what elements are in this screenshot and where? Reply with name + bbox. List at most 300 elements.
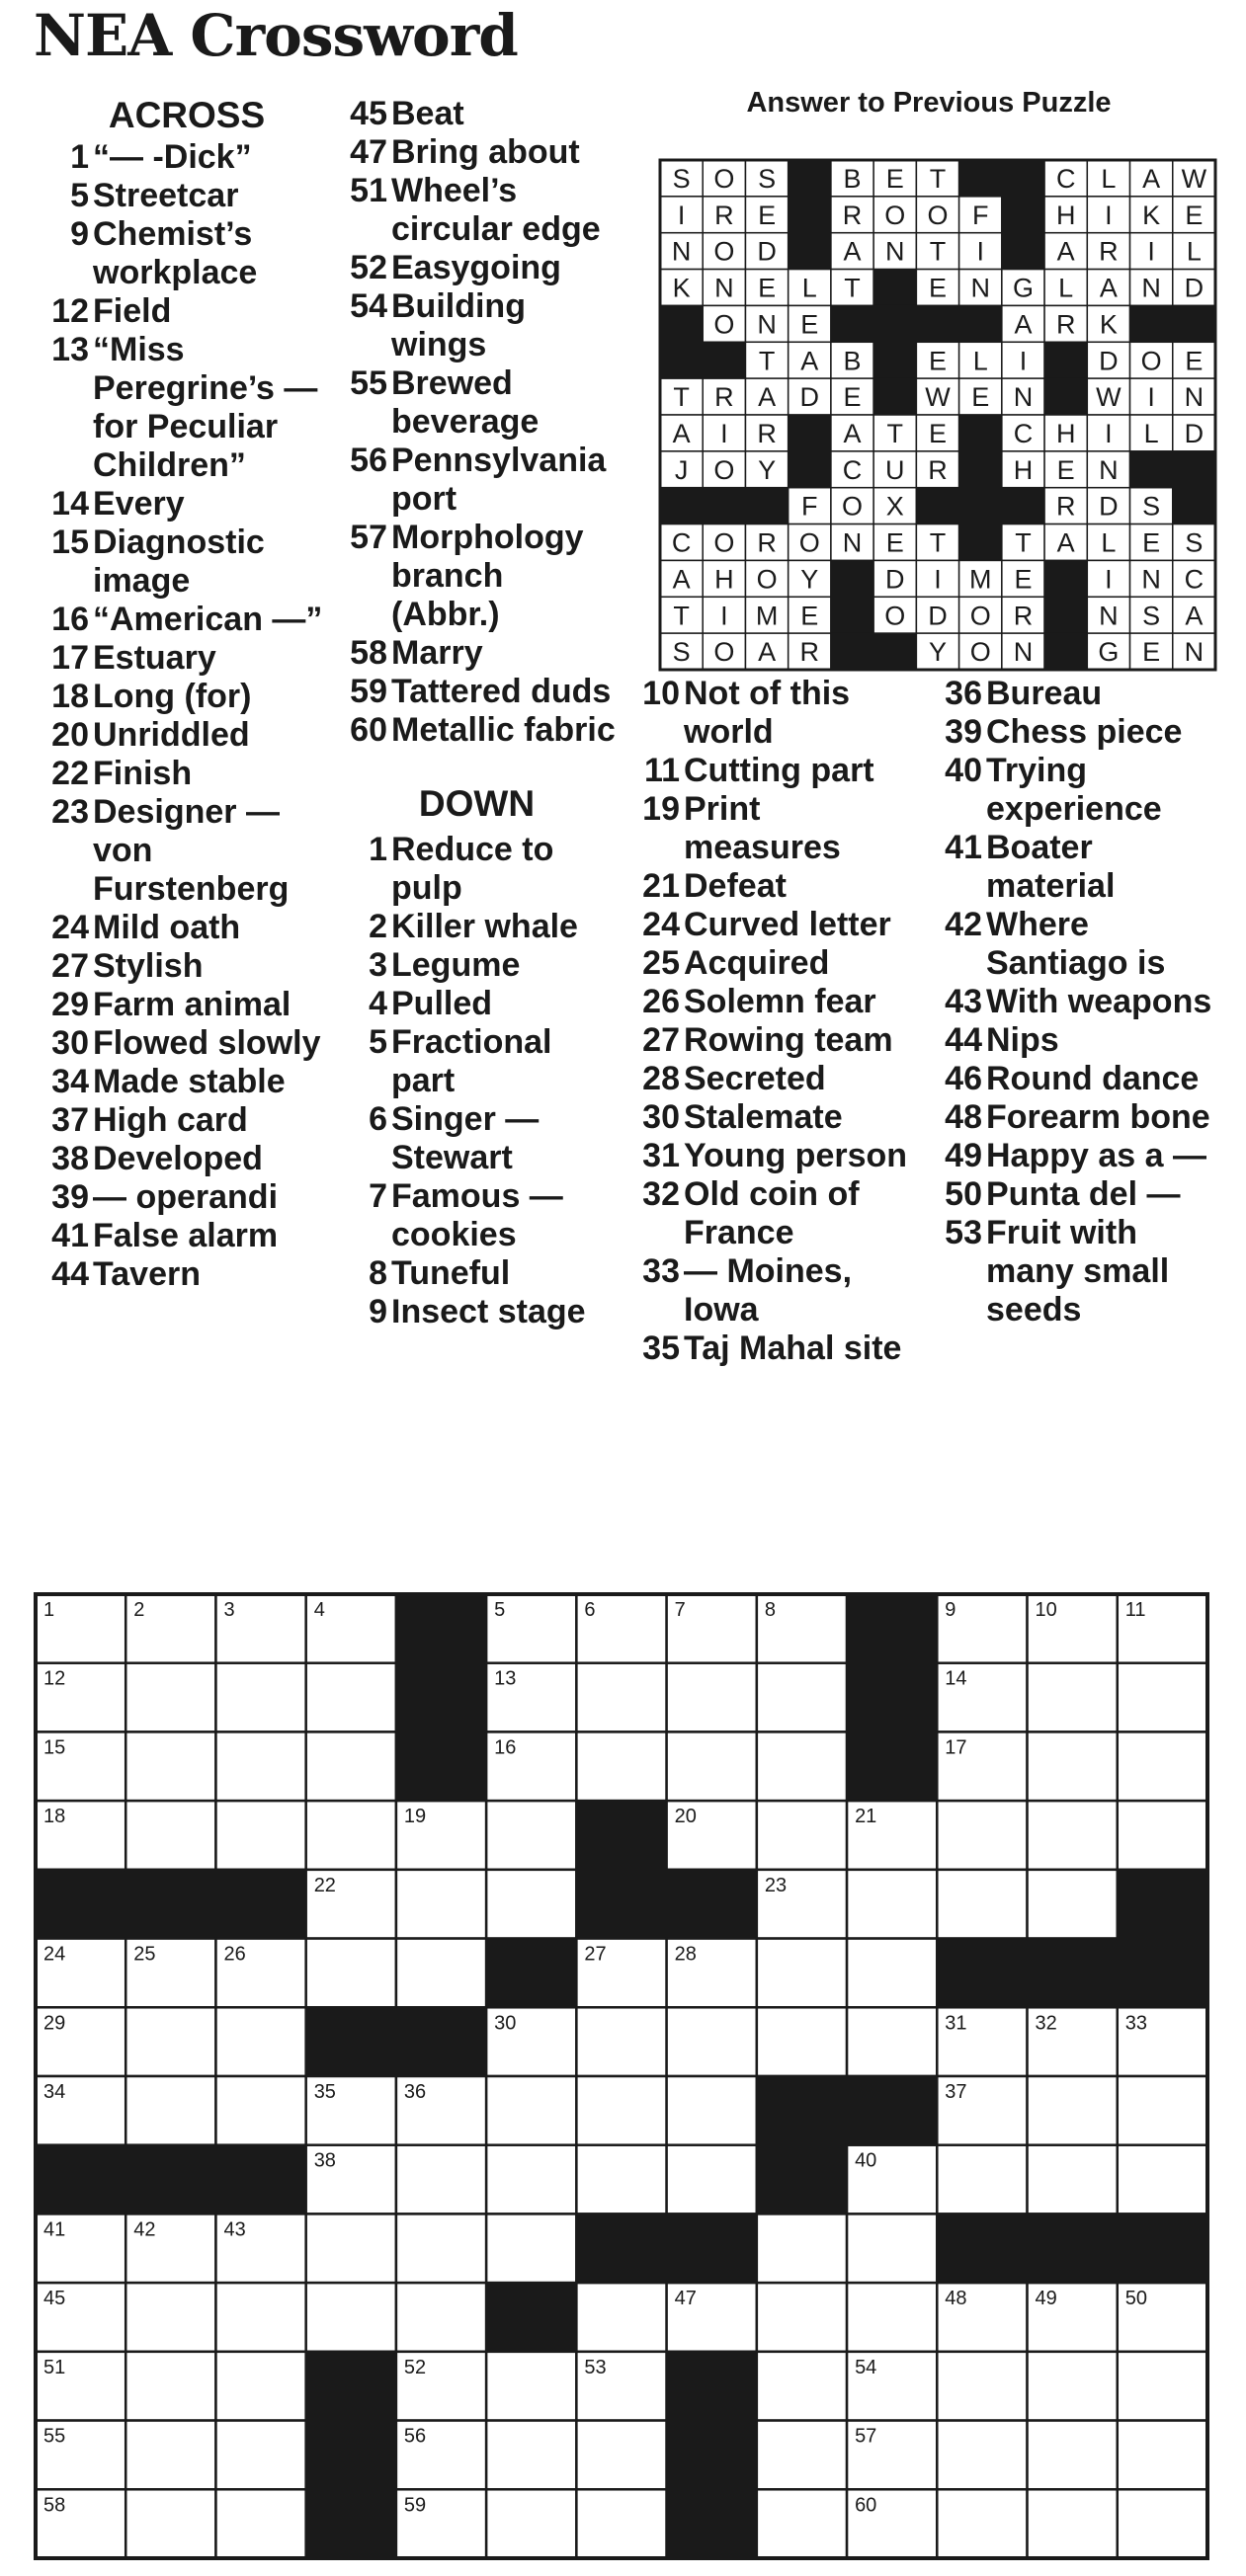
clue-number: 37 (51, 1101, 89, 1139)
clue-across-col1-44 (34, 1255, 330, 1294)
clue-down-col4-46 (927, 1060, 1223, 1098)
clue-number: 30 (642, 1098, 680, 1136)
grid-cell[interactable] (486, 2489, 576, 2558)
grid-cell[interactable] (576, 2421, 666, 2490)
black-square (1118, 1870, 1207, 1939)
answer-black-square (873, 378, 916, 415)
answer-letter: T (673, 601, 690, 631)
clue-column-4 (927, 675, 1223, 1329)
grid-cell[interactable] (486, 2352, 576, 2421)
grid-cell[interactable] (396, 1870, 486, 1939)
clue-across-col1-16 (34, 601, 330, 639)
cell-number: 52 (403, 2356, 427, 2378)
clue-across-col2-45 (336, 95, 618, 133)
answer-letter: C (1013, 419, 1034, 449)
grid-cell[interactable] (1028, 2076, 1118, 2145)
clue-number: 26 (642, 983, 680, 1020)
clue-number: 41 (51, 1217, 89, 1254)
answer-black-square (831, 597, 873, 633)
answer-letter: D (1099, 491, 1119, 522)
grid-cell[interactable] (215, 2007, 305, 2076)
grid-cell[interactable] (125, 2076, 215, 2145)
grid-cell[interactable] (215, 2352, 305, 2421)
answer-black-square (959, 524, 1002, 561)
clue-text: Singer — Stewart (391, 1100, 540, 1176)
grid-cell[interactable] (486, 2214, 576, 2283)
grid-cell[interactable] (847, 2283, 937, 2352)
grid-cell[interactable] (576, 2145, 666, 2214)
clue-across-col2-56 (336, 442, 618, 519)
cell-number: 9 (945, 1599, 956, 1621)
grid-cell[interactable] (937, 1801, 1027, 1870)
clue-number: 24 (642, 906, 680, 943)
answer-letter: A (843, 419, 862, 449)
answer-letter: M (755, 601, 779, 631)
clue-number: 10 (642, 675, 680, 712)
answer-letter: L (1186, 236, 1202, 267)
clue-across-col1-39 (34, 1178, 330, 1217)
clue-across-col1-13 (34, 331, 330, 485)
clue-number: 17 (51, 639, 89, 677)
clue-number: 16 (51, 601, 89, 638)
cell-number: 3 (223, 1599, 235, 1621)
grid-cell[interactable] (306, 2283, 396, 2352)
clue-text: Wheel’s circular edge (391, 172, 601, 248)
grid-cell[interactable] (486, 2145, 576, 2214)
clue-number: 59 (350, 673, 387, 710)
clue-across-col1-18 (34, 678, 330, 716)
clue-number: 53 (945, 1214, 982, 1251)
clue-number: 23 (51, 793, 89, 831)
grid-cell[interactable] (847, 2007, 937, 2076)
grid-cell[interactable] (1028, 2145, 1118, 2214)
answer-letter: Y (800, 564, 819, 595)
clue-text: Fractional part (391, 1023, 552, 1099)
cell-number: 57 (855, 2425, 877, 2448)
grid-cell[interactable] (125, 2421, 215, 2490)
grid-cell[interactable] (576, 2489, 666, 2558)
clue-text: Tattered duds (391, 673, 612, 710)
answer-letter: N (842, 527, 863, 558)
clue-text: Round dance (986, 1060, 1200, 1097)
page-title: NEA Crossword (34, 2, 518, 69)
answer-letter: O (756, 564, 778, 595)
black-square (576, 2214, 666, 2283)
black-square (125, 1870, 215, 1939)
grid-cell[interactable] (125, 2007, 215, 2076)
clue-number: 3 (369, 946, 387, 984)
grid-cell[interactable] (937, 2489, 1027, 2558)
answer-letter: R (1099, 236, 1119, 267)
answer-letter: O (713, 527, 735, 558)
cell-number: 59 (403, 2494, 427, 2517)
grid-cell[interactable] (1028, 1801, 1118, 1870)
clue-number: 9 (369, 1293, 387, 1330)
grid-cell[interactable] (215, 1731, 305, 1801)
clue-number: 60 (350, 711, 387, 749)
answer-letter: O (713, 309, 735, 340)
grid-cell[interactable] (757, 2214, 847, 2283)
down-clue-list-1 (336, 831, 618, 1331)
clue-across-col1-15 (34, 523, 330, 601)
clue-text: Stalemate (684, 1098, 843, 1136)
cell-number: 15 (43, 1736, 66, 1759)
answer-letter: N (1141, 564, 1161, 595)
grid-cell[interactable] (306, 1801, 396, 1870)
clue-number: 1 (369, 831, 387, 868)
answer-black-square (916, 488, 958, 524)
cell-number: 31 (945, 2012, 967, 2035)
grid-cell[interactable] (667, 2076, 757, 2145)
black-square (937, 1939, 1027, 2008)
answer-title: Answer to Previous Puzzle (746, 87, 1112, 119)
clue-number: 11 (644, 752, 680, 789)
clue-text: Nips (986, 1021, 1059, 1059)
clue-across-col2-47 (336, 133, 618, 172)
clue-number: 13 (51, 331, 89, 368)
answer-letter: C (1055, 164, 1076, 195)
cell-number: 35 (313, 2081, 336, 2103)
grid-cell[interactable] (486, 1801, 576, 1870)
clue-text: Curved letter (684, 906, 891, 943)
answer-letter: A (1056, 527, 1075, 558)
clue-text: Beat (391, 95, 464, 132)
grid-cell[interactable] (847, 1939, 937, 2008)
grid-cell[interactable] (486, 2421, 576, 2490)
cell-number: 36 (403, 2081, 427, 2103)
clue-text: Bureau (986, 675, 1103, 712)
grid-cell[interactable] (1118, 2076, 1207, 2145)
grid-cell[interactable] (667, 1731, 757, 1801)
black-square (1028, 1939, 1118, 2008)
answer-letter: O (713, 164, 735, 195)
grid-cell[interactable] (667, 2007, 757, 2076)
cell-number: 49 (1035, 2288, 1057, 2310)
grid-cell[interactable] (215, 1663, 305, 1732)
clue-across-col1-38 (34, 1140, 330, 1178)
answer-black-square (831, 305, 873, 342)
grid-cell[interactable] (215, 2489, 305, 2558)
black-square (667, 2489, 757, 2558)
grid-cell[interactable] (847, 2214, 937, 2283)
answer-letter: K (672, 273, 691, 303)
clue-down-col4-42 (927, 906, 1223, 983)
answer-black-square (703, 488, 745, 524)
clue-down-col4-40 (927, 752, 1223, 829)
grid-cell[interactable] (125, 2283, 215, 2352)
clue-number: 20 (51, 716, 89, 754)
grid-cell[interactable] (1118, 2421, 1207, 2490)
answer-letter: I (677, 200, 686, 230)
clue-number: 51 (350, 172, 387, 209)
clue-text: Developed (93, 1140, 263, 1177)
grid-cell[interactable] (757, 2283, 847, 2352)
black-square (306, 2352, 396, 2421)
cell-number: 58 (43, 2494, 66, 2517)
black-square (847, 1594, 937, 1663)
clue-down-col3-27 (624, 1021, 921, 1060)
answer-letter: O (842, 491, 864, 522)
clue-number: 9 (70, 215, 89, 253)
clue-text: Diagnostic image (93, 523, 265, 600)
cell-number: 25 (133, 1943, 156, 1966)
clue-text: “Miss Peregrine’s — for Peculiar Children” (93, 331, 318, 484)
clue-number: 25 (642, 944, 680, 982)
cell-number: 28 (674, 1943, 697, 1966)
grid-cell[interactable] (757, 1939, 847, 2008)
clue-down-col3-19 (624, 790, 921, 867)
answer-letter: W (1181, 164, 1207, 195)
clue-text: Long (for) (93, 678, 252, 715)
grid-cell[interactable] (1118, 1801, 1207, 1870)
clue-down-col3-21 (624, 867, 921, 906)
clue-text: Tuneful (391, 1254, 511, 1292)
grid-cell[interactable] (937, 2421, 1027, 2490)
clue-text: Print measures (684, 790, 841, 866)
answer-letter: G (1012, 273, 1034, 303)
answer-letter: E (928, 346, 948, 376)
answer-letter: I (1105, 564, 1113, 595)
black-square (937, 2214, 1027, 2283)
grid-cell[interactable] (396, 2145, 486, 2214)
clue-across-col2-57 (336, 519, 618, 634)
answer-black-square (959, 488, 1002, 524)
clue-text: Not of this world (684, 675, 851, 751)
answer-black-square (873, 305, 916, 342)
answer-letter: H (714, 564, 734, 595)
across-clue-list-2 (336, 95, 618, 750)
grid-cell[interactable] (847, 1870, 937, 1939)
clue-number: 32 (642, 1175, 680, 1213)
answer-letter: E (800, 309, 819, 340)
clue-number: 38 (51, 1140, 89, 1177)
cell-number: 34 (43, 2081, 66, 2103)
answer-black-square (873, 342, 916, 378)
grid-cell[interactable] (215, 2283, 305, 2352)
grid-cell[interactable] (215, 2076, 305, 2145)
clue-column-2 (336, 95, 618, 1331)
clue-across-col1-9 (34, 215, 330, 292)
clue-number: 27 (642, 1021, 680, 1059)
grid-cell[interactable] (1118, 1663, 1207, 1732)
clue-number: 45 (350, 95, 387, 132)
clue-number: 6 (369, 1100, 387, 1138)
grid-cell[interactable] (1028, 1663, 1118, 1732)
clue-text: Secreted (684, 1060, 826, 1097)
black-square (1028, 2214, 1118, 2283)
answer-letter: S (1142, 601, 1161, 631)
answer-letter: N (1099, 454, 1119, 485)
clue-number: 56 (350, 442, 387, 479)
answer-black-square (1002, 233, 1044, 270)
grid-cell[interactable] (306, 1663, 396, 1732)
grid-cell[interactable] (1118, 1731, 1207, 1801)
clue-down-col3-24 (624, 906, 921, 944)
clue-text: Made stable (93, 1063, 286, 1100)
clue-text: Marry (391, 634, 483, 672)
clue-text: “— -Dick” (93, 138, 252, 176)
clue-down-col2-5 (336, 1023, 618, 1100)
grid-cell[interactable] (306, 1939, 396, 2008)
grid-cell[interactable] (1118, 2489, 1207, 2558)
grid-cell[interactable] (1118, 2145, 1207, 2214)
grid-cell[interactable] (937, 1870, 1027, 1939)
clue-text: Punta del — (986, 1175, 1181, 1213)
grid-cell[interactable] (215, 1801, 305, 1870)
grid-cell[interactable] (667, 2145, 757, 2214)
black-square (576, 1870, 666, 1939)
answer-letter: I (1019, 346, 1028, 376)
grid-cell[interactable] (757, 1801, 847, 1870)
answer-letter: O (798, 527, 820, 558)
cell-number: 5 (494, 1599, 506, 1621)
grid-cell[interactable] (757, 2007, 847, 2076)
answer-letter: Y (758, 454, 777, 485)
grid-cell[interactable] (1028, 1731, 1118, 1801)
answer-letter: O (713, 236, 735, 267)
grid-cell[interactable] (215, 2421, 305, 2490)
answer-letter: T (758, 346, 776, 376)
grid-cell[interactable] (1028, 2421, 1118, 2490)
grid-cell[interactable] (757, 2421, 847, 2490)
answer-letter: I (1105, 200, 1113, 230)
answer-letter: O (927, 200, 949, 230)
grid-cell[interactable] (125, 2352, 215, 2421)
grid-cell[interactable] (1028, 2352, 1118, 2421)
answer-black-square (660, 305, 703, 342)
answer-letter: E (1185, 346, 1204, 376)
clue-number: 39 (945, 713, 982, 751)
grid-cell[interactable] (576, 2076, 666, 2145)
answer-black-square (959, 451, 1002, 488)
clue-down-col3-33 (624, 1252, 921, 1329)
clue-number: 49 (945, 1137, 982, 1174)
black-square (667, 2421, 757, 2490)
answer-letter: S (1185, 527, 1204, 558)
grid-cell[interactable] (937, 2145, 1027, 2214)
clue-number: 34 (51, 1063, 89, 1100)
clue-number: 43 (945, 983, 982, 1020)
clue-across-col2-54 (336, 287, 618, 364)
grid-cell[interactable] (396, 1939, 486, 2008)
clue-text: Designer — von Furstenberg (93, 793, 290, 908)
answer-black-square (1173, 305, 1215, 342)
grid-cell[interactable] (757, 1731, 847, 1801)
clue-text: Defeat (684, 867, 787, 905)
clue-number: 31 (642, 1137, 680, 1174)
clue-text: Tavern (93, 1255, 201, 1293)
clue-down-col3-26 (624, 983, 921, 1021)
grid-cell[interactable] (1118, 2352, 1207, 2421)
clue-number: 57 (350, 519, 387, 556)
grid-cell[interactable] (576, 1731, 666, 1801)
answer-letter: S (758, 164, 777, 195)
grid-cell[interactable] (125, 1663, 215, 1732)
clue-text: Finish (93, 755, 193, 792)
clue-text: Trying experience (986, 752, 1162, 828)
answer-black-square (959, 305, 1002, 342)
clue-number: 21 (642, 867, 680, 905)
grid-cell[interactable] (667, 1663, 757, 1732)
grid-cell[interactable] (396, 2283, 486, 2352)
answer-letter: R (1055, 491, 1076, 522)
clue-across-col2-58 (336, 634, 618, 673)
grid-cell[interactable] (576, 2007, 666, 2076)
answer-black-square (1044, 597, 1087, 633)
grid-cell[interactable] (757, 2489, 847, 2558)
grid-cell[interactable] (937, 2352, 1027, 2421)
clue-text: Taj Mahal site (684, 1329, 902, 1367)
answer-letter: C (1184, 564, 1204, 595)
answer-letter: E (800, 601, 819, 631)
grid-cell[interactable] (1028, 1870, 1118, 1939)
answer-letter: E (843, 382, 862, 413)
cell-number: 55 (43, 2425, 66, 2448)
grid-cell[interactable] (396, 2214, 486, 2283)
grid-cell[interactable] (306, 1731, 396, 1801)
answer-letter: D (757, 236, 777, 267)
black-square (667, 2352, 757, 2421)
answer-letter: T (929, 164, 947, 195)
clue-number: 40 (945, 752, 982, 789)
clue-text: Stylish (93, 947, 204, 985)
grid-cell[interactable] (125, 1731, 215, 1801)
black-square (576, 1801, 666, 1870)
clue-across-col1-24 (34, 909, 330, 947)
grid-cell[interactable] (486, 1870, 576, 1939)
grid-cell[interactable] (1028, 2489, 1118, 2558)
clue-text: Morphology branch (Abbr.) (391, 519, 584, 633)
clue-number: 58 (350, 634, 387, 672)
answer-letter: W (925, 382, 951, 413)
grid-cell[interactable] (757, 1663, 847, 1732)
answer-letter: N (1141, 273, 1161, 303)
clue-number: 1 (70, 138, 89, 176)
cell-number: 14 (945, 1667, 967, 1690)
grid-cell[interactable] (125, 1801, 215, 1870)
cell-number: 19 (403, 1806, 427, 1828)
cell-number: 48 (945, 2288, 967, 2310)
cell-number: 53 (584, 2356, 607, 2378)
grid-cell[interactable] (486, 2076, 576, 2145)
clue-down-col3-30 (624, 1098, 921, 1137)
clue-number: 50 (945, 1175, 982, 1213)
grid-cell[interactable] (757, 2352, 847, 2421)
answer-letter: B (843, 164, 862, 195)
grid-cell[interactable] (306, 2214, 396, 2283)
grid-cell[interactable] (576, 1663, 666, 1732)
black-square (125, 2145, 215, 2214)
clue-number: 5 (70, 177, 89, 214)
answer-letter: N (1184, 637, 1204, 668)
answer-letter: J (674, 454, 689, 485)
answer-letter: I (720, 601, 728, 631)
clue-down-col2-8 (336, 1254, 618, 1293)
cell-number: 13 (494, 1667, 517, 1690)
cell-number: 24 (43, 1943, 66, 1966)
answer-letter: E (1056, 454, 1075, 485)
answer-letter: O (969, 637, 991, 668)
clue-number: 27 (51, 947, 89, 985)
grid-cell[interactable] (125, 2489, 215, 2558)
clue-text: High card (93, 1101, 248, 1139)
grid-cell[interactable] (576, 2283, 666, 2352)
answer-black-square (789, 233, 831, 270)
answer-letter: N (671, 236, 692, 267)
black-square (757, 2076, 847, 2145)
answer-black-square (916, 305, 958, 342)
black-square (396, 2007, 486, 2076)
